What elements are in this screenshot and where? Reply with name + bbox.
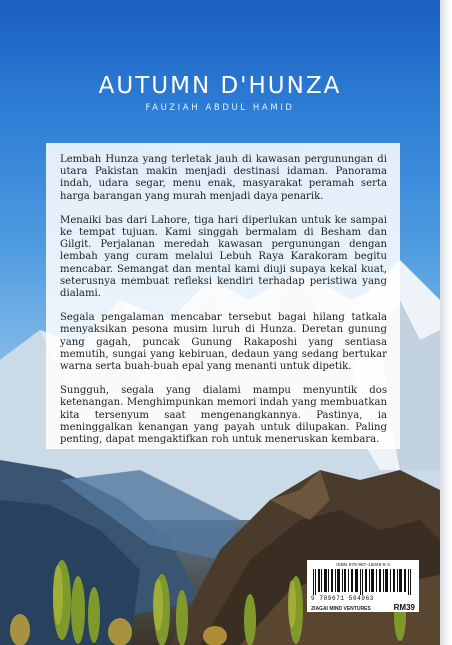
book-author: FAUZIAH ABDUL HAMID <box>145 103 295 113</box>
price-label: RM39 <box>393 603 415 612</box>
blurb-paragraph: Menaiki bas dari Lahore, tiga hari diperlukan untuk ke sampai ke tempat tujuan. Kami singgah bermalam di Besham dan Gilgit. Perjalanan meredah kawasan pergunungan dengan lembah yang curam melalui Lebuh Raya Karakoram begitu mencabar. Semangat dan mental kami diuji supaya kekal kuat, seterusnya membuat refleksi kendiri terhadap peristiwa yang dialami. <box>60 214 387 300</box>
barcode-digits: 9 789671 504963 <box>311 595 375 602</box>
isbn-text: ISBN 978-967-15049-6-3 <box>336 563 390 568</box>
book-title: AUTUMN D'HUNZA <box>98 73 342 99</box>
publisher-name: ZIAGAI MIND VENTURES <box>311 606 371 612</box>
barcode-bars <box>311 569 415 595</box>
blurb-paragraph: Lembah Hunza yang terletak jauh di kawasan pergunungan di utara Pakistan makin menjadi destinasi idaman. Panorama indah, udara segar, menu enak, masyarakat peramah serta harga barangan yang murah menjadi daya penarik. <box>60 154 387 202</box>
blurb-panel <box>46 143 400 449</box>
blurb-paragraph: Sungguh, segala yang dialami mampu menyuntik dos ketenangan. Menghimpunkan memori indah yang membuatkan kita tersenyum saat mengenangkannya. Pastinya, ia meninggalkan kenangan yang payah untuk dilupakan. Paling penting, dapat mengaktifkan roh untuk meneruskan kembara. <box>60 385 387 446</box>
barcode-label <box>307 560 419 612</box>
blurb-paragraph: Segala pengalaman mencabar tersebut bagai hilang tatkala menyaksikan pesona musim luruh di Hunza. Deretan gunung yang gagah, puncak Gunung Rakaposhi yang sentiasa memutih, sungai yang kebiruan, dedaun yang sedang bertukar warna serta buah-buah epal yang menanti untuk dipetik. <box>60 312 387 373</box>
page-edge <box>440 0 452 645</box>
publisher-price-row <box>311 603 415 612</box>
